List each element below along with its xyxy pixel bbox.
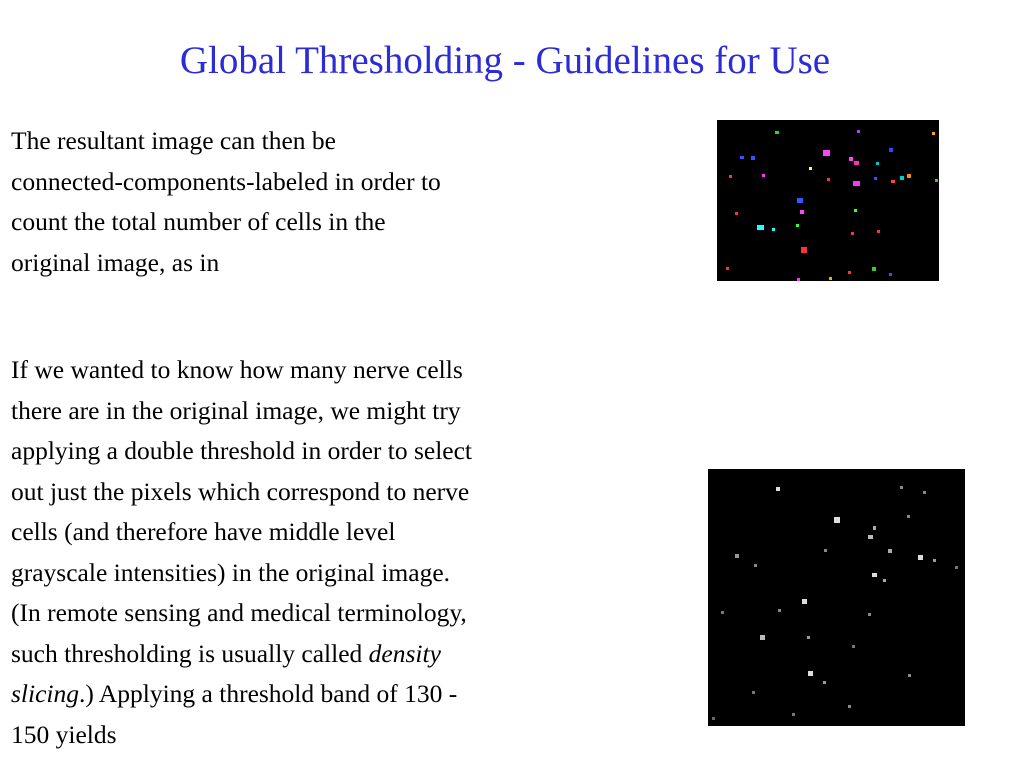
text-line: original image, as in [11,247,220,277]
paragraph-density-slicing [11,350,636,755]
labeled-cells-image [717,120,939,281]
text-line: The resultant image can then be [11,126,336,155]
slide-title: Global Thresholding - Guidelines for Use [179,39,831,82]
text-line: 150 yields [11,719,117,749]
text-segment: .) Applying a threshold band of 130 - [79,679,458,708]
text-line: (In remote sensing and medical terminology, [11,598,467,627]
italic-term-slicing: slicing [11,679,79,708]
text-line: applying a double threshold in order to select [11,436,473,465]
labeled-cells-dots [717,120,939,281]
text-line-with-term [11,674,636,715]
thresholded-cells-dots [708,469,965,726]
italic-term-density: density [368,638,441,668]
text-line-with-term [11,634,636,675]
text-line: connected-components-labeled in order to [11,166,441,196]
text-segment: such thresholding is usually called [11,638,369,668]
text-line: out just the pixels which correspond to nerve [11,476,470,506]
text-line: count the total number of cells in the [11,207,386,236]
paragraph-labeling [11,121,611,283]
text-line: there are in the original image, we might try [11,395,461,425]
text-line: If we wanted to know how many nerve cells [11,355,463,384]
text-line: cells (and therefore have middle level [11,517,396,546]
text-line: grayscale intensities) in the original image. [11,557,451,587]
thresholded-cells-image [708,469,965,726]
